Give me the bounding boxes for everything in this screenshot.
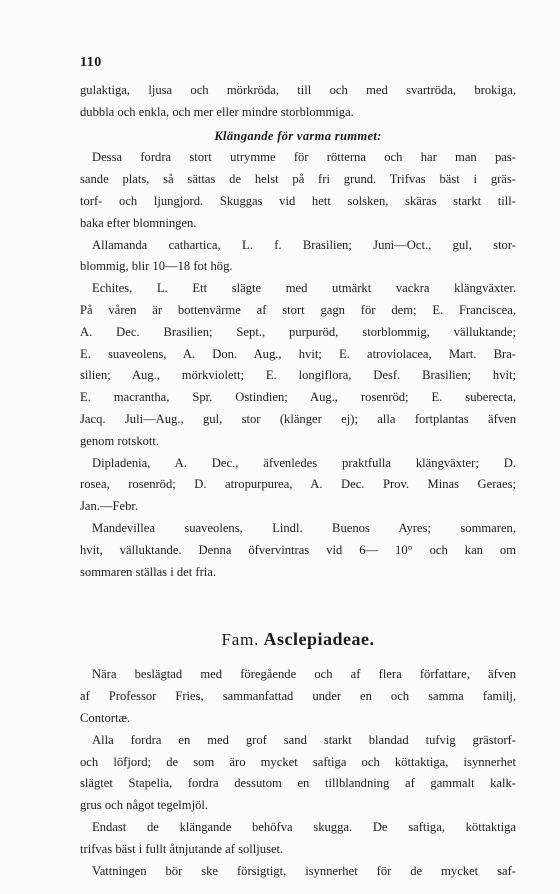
text-line: sande plats, så sättas de helst på fri grund. Trifvas bäst i gräs- — [80, 172, 516, 187]
text-line: Dessa fordra stort utrymme för rötterna och har man pas- — [92, 150, 516, 165]
paragraph-continuation — [80, 80, 516, 124]
section-subheading: Klängande för varma rummet: — [214, 128, 382, 143]
text-line: slägtet Stapelia, fordra dessutom en tillblandning af gammalt kalk- — [80, 776, 516, 791]
text-line: Vattningen bör ske försigtigt, isynnerhet för de mycket saf- — [92, 863, 516, 878]
paragraph-asclepiadeae-intro — [80, 664, 516, 729]
text-line: Allamanda cathartica, L. f. Brasilien; Juni—Oct., gul, stor- — [92, 237, 516, 252]
text-line: sommaren ställas i det fria. — [80, 564, 217, 579]
text-line: Alla fordra en med grof sand starkt blandad tufvig grästorf- — [92, 732, 516, 747]
text-line: gulaktiga, ljusa och mörkröda, till och med svartröda, brokiga, — [80, 83, 516, 97]
paragraph-watering — [80, 861, 516, 883]
paragraph-echites — [80, 278, 516, 452]
text-line: Contortæ. — [80, 710, 131, 725]
paragraph-climbers-intro — [80, 147, 516, 234]
text-line: E. macrantha, Spr. Ostindien; Aug., rosenröd; E. suberecta, — [80, 390, 516, 405]
text-line: Endast de klängande behöfva skugga. De saftiga, köttaktiga — [92, 819, 516, 834]
text-line: På våren är bottenvärme af stort gagn för dem; E. Franciscea, — [80, 302, 516, 317]
family-heading — [80, 627, 516, 652]
text-line: blommig, blir 10—18 fot hög. — [80, 259, 233, 274]
page-body — [80, 80, 516, 882]
text-line: trifvas bäst i fullt åtnjutande af solljuset. — [80, 841, 284, 856]
text-line: torf- och ljungjord. Skuggas vid hett solsken, skäras starkt till- — [80, 193, 516, 208]
text-line: E. suaveolens, A. Don. Aug., hvit; E. atroviolacea, Mart. Bra- — [80, 346, 516, 361]
paragraph-shade — [80, 817, 516, 861]
text-line: Echites, L. Ett slägte med utmärkt vackra klängväxter. — [92, 281, 516, 296]
text-line: och löfjord; de som äro mycket saftiga och köttaktiga, isynnerhet — [80, 754, 516, 769]
text-line: grus och något tegelmjöl. — [80, 798, 209, 813]
text-line: rosea, rosenröd; D. atropurpurea, A. Dec. Prov. Minas Geraes; — [80, 477, 516, 492]
text-line: Nära beslägtad med föregående och af flera författare, äfven — [92, 667, 516, 682]
text-line: A. Dec. Brasilien; Sept., purpuröd, storblommig, välluktande; — [80, 324, 516, 339]
text-line: Jan.—Febr. — [80, 499, 139, 514]
text-line: dubbla och enkla, och mer eller mindre storblommiga. — [80, 104, 354, 119]
paragraph-mandevillea — [80, 518, 516, 583]
paragraph-dipladenia — [80, 453, 516, 518]
paragraph-soil — [80, 730, 516, 817]
paragraph-allamanda — [80, 235, 516, 279]
text-line: silien; Aug., mörkviolett; E. longiflora, Desf. Brasilien; hvit; — [80, 368, 516, 383]
text-line: genom rotskott. — [80, 433, 160, 448]
text-line: Dipladenia, A. Dec., äfvenledes praktfulla klängväxter; D. — [92, 455, 516, 470]
family-label: Fam. — [221, 630, 260, 650]
page-number: 110 — [80, 55, 102, 70]
text-line: Mandevillea suaveolens, Lindl. Buenos Ayres; sommaren, — [92, 520, 516, 535]
text-line: hvit, välluktande. Denna öfvervintras vid 6— 10° och kan om — [80, 542, 516, 557]
family-name: Asclepiadeae. — [263, 629, 375, 650]
text-line: baka efter blomningen. — [80, 215, 197, 230]
text-line: Jacq. Juli—Aug., gul, stor (klänger ej); alla fortplantas äfven — [80, 411, 516, 426]
text-line: af Professor Fries, sammanfattad under en och samma familj, — [80, 689, 516, 704]
